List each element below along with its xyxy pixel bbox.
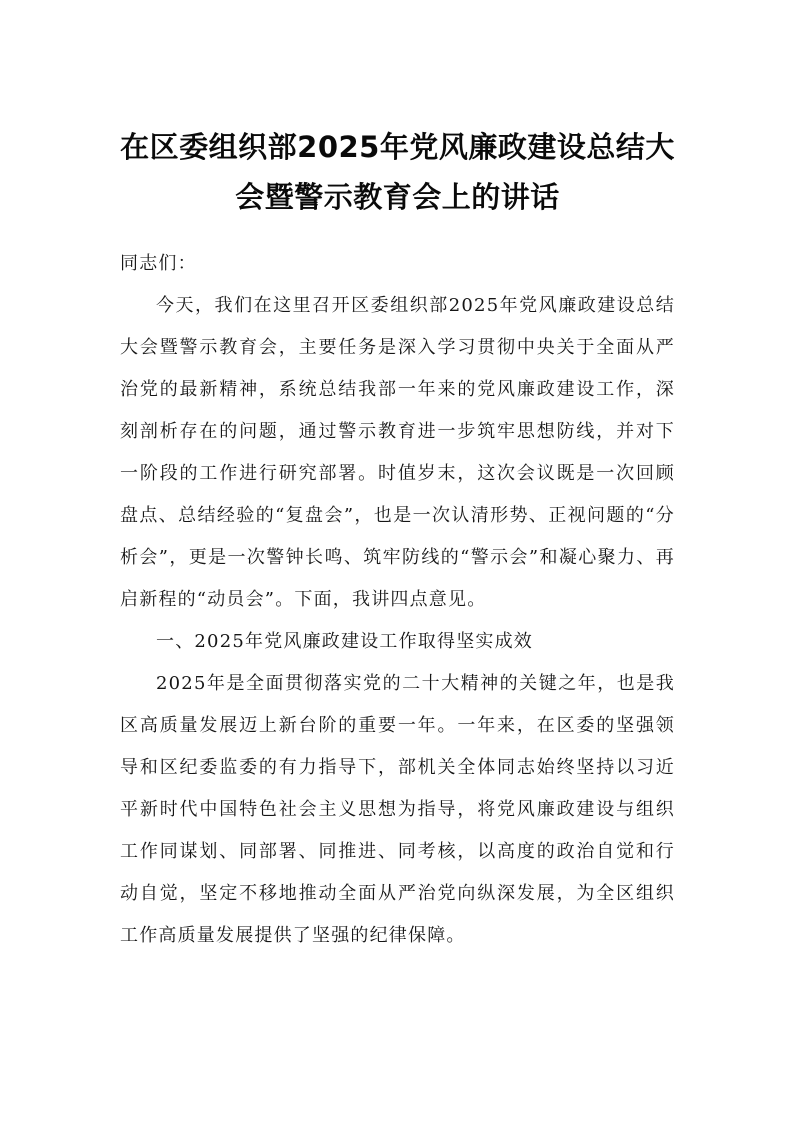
title-line-1: 在区委组织部2025年党风廉政建设总结大 [120, 130, 675, 164]
opening-paragraph: 今天，我们在这里召开区委组织部2025年党风廉政建设总结大会暨警示教育会，主要任务是深入学习贯彻中央关于全面从严治党的最新精神，系统总结我部一年来的党风廉政建设工作，深刻剖析存在的问题，通过警示教育进一步筑牢思想防线，并对下一阶段的工作进行研究部署。时值岁末，这次会议既是一次回顾盘点、总结经验的“复盘会”，也是一次认清形势、正视问题的“分析会”，更是一次警钟长鸣、筑牢防线的“警示会”和凝心聚力、再启新程的“动员会”。下面，我讲四点意见。 [120, 295, 675, 610]
title-line-2: 会暨警示教育会上的讲话 [235, 180, 560, 214]
section-heading-1: 一、2025年党风廉政建设工作取得坚实成效 [156, 631, 534, 652]
salutation: 同志们： [120, 253, 197, 274]
document-title [110, 122, 685, 222]
document-body [120, 243, 675, 957]
section-1-paragraph: 2025年是全面贯彻落实党的二十大精神的关键之年，也是我区高质量发展迈上新台阶的重要一年。一年来，在区委的坚强领导和区纪委监委的有力指导下，部机关全体同志始终坚持以习近平新时代中国特色社会主义思想为指导，将党风廉政建设与组织工作同谋划、同部署、同推进、同考核，以高度的政治自觉和行动自觉，坚定不移地推动全面从严治党向纵深发展，为全区组织工作高质量发展提供了坚强的纪律保障。 [120, 673, 675, 946]
